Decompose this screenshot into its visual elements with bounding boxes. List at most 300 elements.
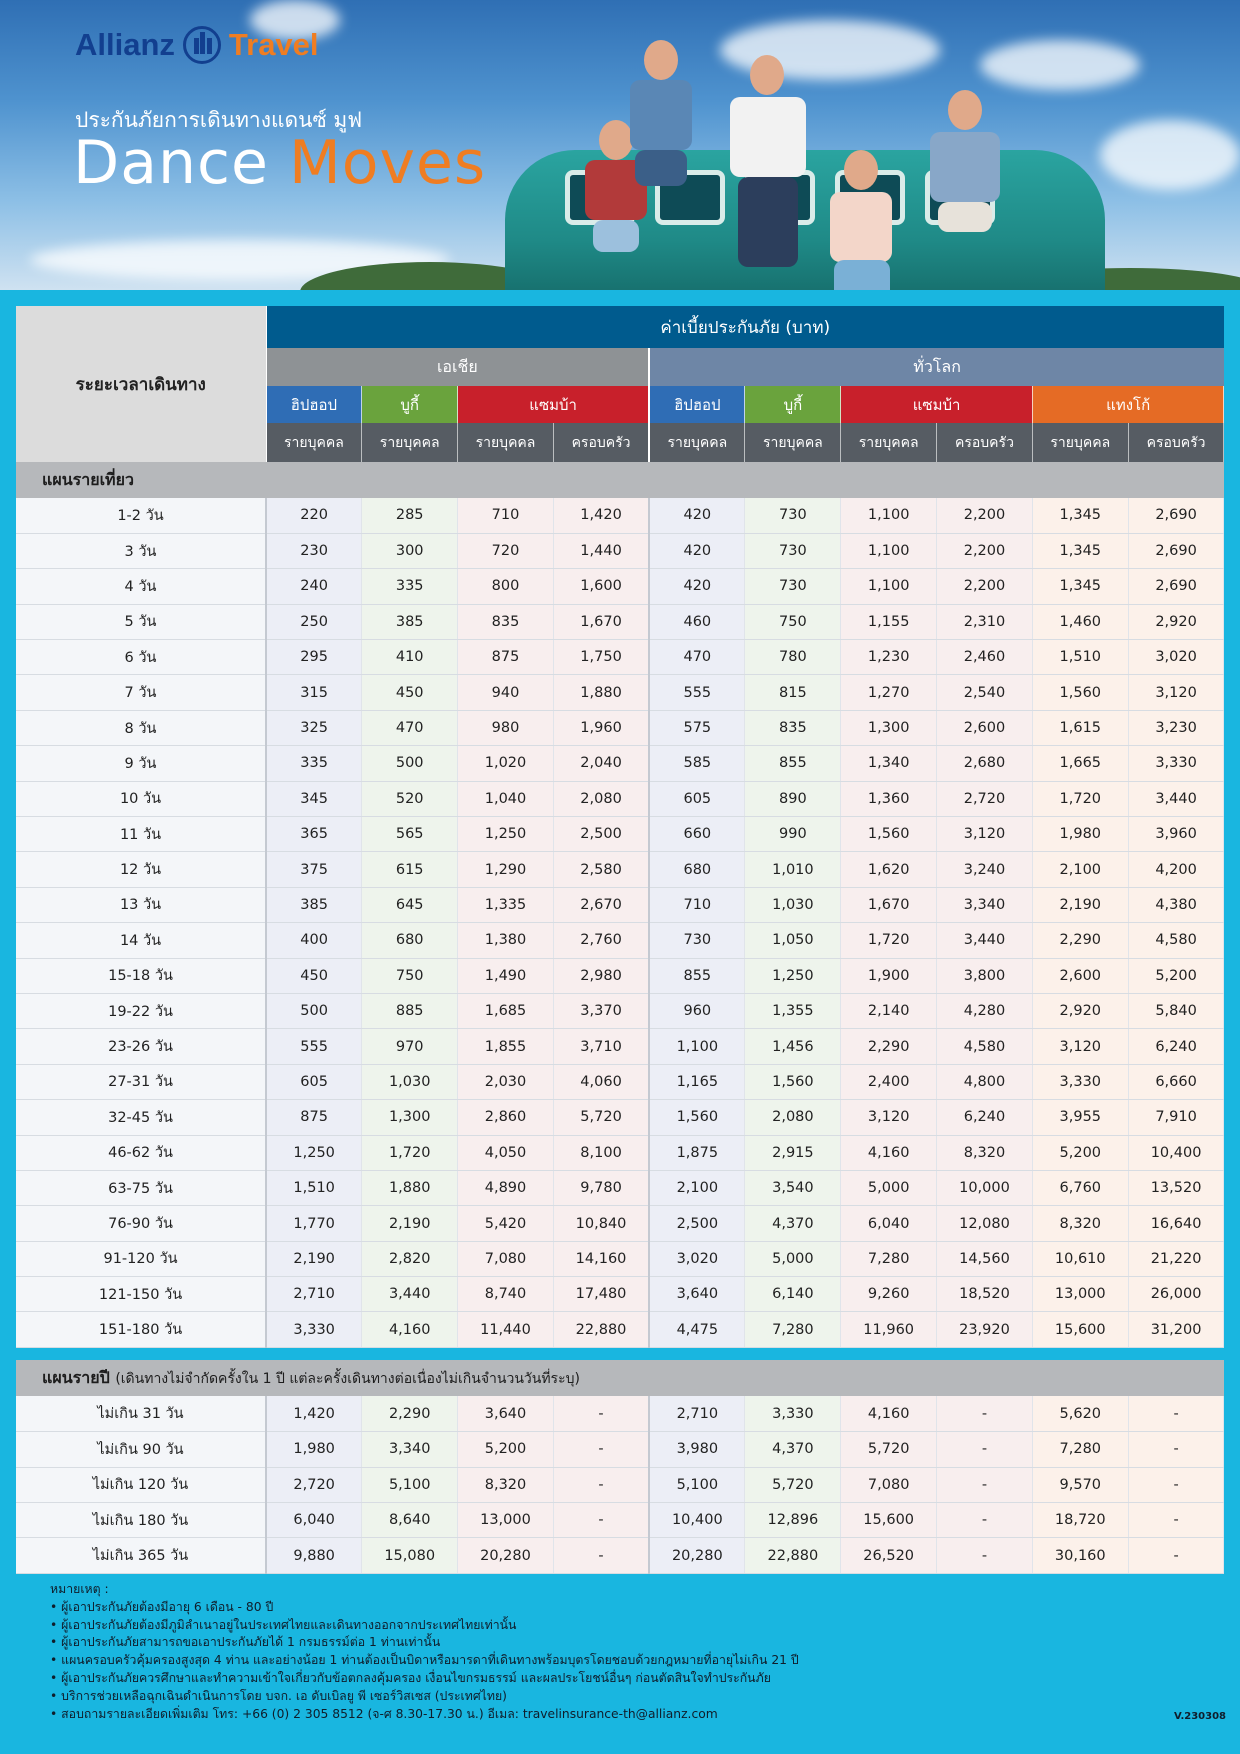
duration-cell: 13 วัน — [16, 887, 266, 922]
duration-cell: 27-31 วัน — [16, 1064, 266, 1099]
trip-duration-header: ระยะเวลาเดินทาง — [16, 306, 266, 462]
premium-cell: 5,200 — [1128, 958, 1224, 993]
premium-cell: 575 — [649, 710, 745, 745]
premium-cell: 835 — [745, 710, 841, 745]
premium-cell: 8,320 — [937, 1135, 1033, 1170]
section-spacer — [16, 1347, 1224, 1360]
brand-name-travel: Travel — [228, 27, 319, 62]
premium-cell: 1,300 — [841, 710, 937, 745]
premium-cell: 16,640 — [1128, 1206, 1224, 1241]
premium-cell: 13,000 — [1032, 1277, 1128, 1312]
premium-cell: 6,240 — [937, 1100, 1033, 1135]
trip-row — [16, 781, 1224, 816]
coverage-type: รายบุคคล — [841, 423, 937, 462]
duration-cell: 12 วัน — [16, 852, 266, 887]
premium-cell: 835 — [458, 604, 554, 639]
premium-cell: 22,880 — [553, 1312, 649, 1347]
premium-cell: 300 — [362, 533, 458, 568]
premium-cell: 815 — [745, 675, 841, 710]
premium-cell: 5,720 — [745, 1467, 841, 1502]
premium-cell: 230 — [266, 533, 362, 568]
premium-cell: 730 — [745, 498, 841, 533]
premium-cell: 1,335 — [458, 887, 554, 922]
region-world-header: ทั่วโลก — [649, 348, 1224, 386]
duration-cell: ไม่เกิน 120 วัน — [16, 1467, 266, 1502]
coverage-type: รายบุคคล — [1032, 423, 1128, 462]
premium-cell: 970 — [362, 1029, 458, 1064]
premium-cell: 960 — [649, 993, 745, 1028]
premium-cell: 2,680 — [937, 746, 1033, 781]
duration-cell: 6 วัน — [16, 640, 266, 675]
premium-cell: 5,200 — [1032, 1135, 1128, 1170]
premium-cell: 8,320 — [458, 1467, 554, 1502]
premium-cell: 2,920 — [1032, 993, 1128, 1028]
premium-cell: 1,340 — [841, 746, 937, 781]
premium-cell: 14,160 — [553, 1241, 649, 1276]
duration-cell: 15-18 วัน — [16, 958, 266, 993]
premium-cell: 1,770 — [266, 1206, 362, 1241]
premium-cell: 9,570 — [1032, 1467, 1128, 1502]
premium-cell: - — [553, 1467, 649, 1502]
premium-cell: 3,960 — [1128, 817, 1224, 852]
premium-cell: 7,280 — [1032, 1432, 1128, 1467]
premium-header: ค่าเบี้ยประกันภัย (บาท) — [266, 306, 1224, 348]
premium-cell: 2,690 — [1128, 569, 1224, 604]
trip-row — [16, 746, 1224, 781]
premium-cell: 420 — [649, 498, 745, 533]
cloud — [980, 40, 1140, 90]
premium-cell: 13,520 — [1128, 1170, 1224, 1205]
premium-cell: - — [553, 1396, 649, 1431]
premium-cell: 3,120 — [1032, 1029, 1128, 1064]
premium-cell: 6,760 — [1032, 1170, 1128, 1205]
premium-cell: 15,600 — [1032, 1312, 1128, 1347]
premium-cell: 1,290 — [458, 852, 554, 887]
premium-cell: 1,010 — [745, 852, 841, 887]
premium-cell: 3,440 — [1128, 781, 1224, 816]
premium-cell: 15,080 — [362, 1538, 458, 1573]
premium-cell: 5,100 — [362, 1467, 458, 1502]
product-thai-title: ประกันภัยการเดินทางแดนซ์ มูฟ — [75, 108, 363, 132]
premium-cell: 4,160 — [841, 1135, 937, 1170]
duration-cell: 76-90 วัน — [16, 1206, 266, 1241]
premium-cell: - — [1128, 1396, 1224, 1431]
premium-cell: 7,910 — [1128, 1100, 1224, 1135]
premium-cell: 2,080 — [745, 1100, 841, 1135]
premium-cell: 2,710 — [266, 1277, 362, 1312]
premium-table-container — [16, 306, 1224, 1574]
notes-title: หมายเหตุ : — [50, 1582, 109, 1596]
premium-cell: 4,200 — [1128, 852, 1224, 887]
annual-section-header-cell — [16, 1360, 1224, 1396]
premium-cell: 2,190 — [266, 1241, 362, 1276]
premium-cell: 12,080 — [937, 1206, 1033, 1241]
premium-cell: 18,520 — [937, 1277, 1033, 1312]
premium-cell: 7,080 — [841, 1467, 937, 1502]
premium-cell: 420 — [649, 533, 745, 568]
premium-cell: 2,190 — [1032, 887, 1128, 922]
premium-cell: 875 — [458, 640, 554, 675]
premium-cell: 2,920 — [1128, 604, 1224, 639]
premium-cell: 23,920 — [937, 1312, 1033, 1347]
premium-cell: 1,620 — [841, 852, 937, 887]
coverage-type: รายบุคคล — [458, 423, 554, 462]
premium-cell: 2,500 — [649, 1206, 745, 1241]
premium-cell: 6,240 — [1128, 1029, 1224, 1064]
premium-cell: 420 — [649, 569, 745, 604]
premium-cell: 3,240 — [937, 852, 1033, 887]
premium-cell: 1,560 — [649, 1100, 745, 1135]
premium-cell: 4,280 — [937, 993, 1033, 1028]
premium-cell: 2,500 — [553, 817, 649, 852]
premium-cell: - — [937, 1432, 1033, 1467]
trip-row — [16, 1170, 1224, 1205]
premium-cell: 730 — [649, 923, 745, 958]
premium-cell: 315 — [266, 675, 362, 710]
duration-cell: 121-150 วัน — [16, 1277, 266, 1312]
trip-row — [16, 569, 1224, 604]
premium-cell: - — [553, 1503, 649, 1538]
premium-cell: - — [937, 1538, 1033, 1573]
premium-cell: 800 — [458, 569, 554, 604]
premium-cell: 1,040 — [458, 781, 554, 816]
premium-cell: 5,100 — [649, 1467, 745, 1502]
premium-cell: 9,880 — [266, 1538, 362, 1573]
section-gap — [16, 1347, 1224, 1360]
premium-cell: 3,230 — [1128, 710, 1224, 745]
premium-cell: 1,270 — [841, 675, 937, 710]
premium-cell: 1,380 — [458, 923, 554, 958]
premium-cell: 875 — [266, 1100, 362, 1135]
premium-cell: 2,540 — [937, 675, 1033, 710]
premium-cell: 1,030 — [745, 887, 841, 922]
premium-cell: 5,000 — [841, 1170, 937, 1205]
premium-cell: 6,140 — [745, 1277, 841, 1312]
coverage-type: ครอบครัว — [553, 423, 649, 462]
premium-cell: 1,615 — [1032, 710, 1128, 745]
note-item: • แผนครอบครัวคุ้มครองสูงสุด 4 ท่าน และอย่างน้อย 1 ท่านต้องเป็นบิดาหรือมารดาที่เดินทางพร้อมบุตรโดยชอบด้วยกฎหมายที่อายุไม่เกิน 21 ปี — [50, 1652, 799, 1670]
trip-row — [16, 1277, 1224, 1312]
trip-plan-body — [16, 462, 1224, 1347]
premium-cell: 21,220 — [1128, 1241, 1224, 1276]
coverage-type: รายบุคคล — [649, 423, 745, 462]
premium-cell: 4,475 — [649, 1312, 745, 1347]
premium-cell: 5,720 — [841, 1432, 937, 1467]
premium-cell: 750 — [745, 604, 841, 639]
premium-cell: 1,875 — [649, 1135, 745, 1170]
premium-cell: 3,440 — [937, 923, 1033, 958]
premium-cell: 615 — [362, 852, 458, 887]
premium-cell: 30,160 — [1032, 1538, 1128, 1573]
premium-cell: 2,690 — [1128, 498, 1224, 533]
premium-cell: 1,345 — [1032, 498, 1128, 533]
trip-row — [16, 993, 1224, 1028]
plan-world-tango: แทงโก้ — [1032, 386, 1224, 423]
premium-cell: 710 — [649, 887, 745, 922]
premium-cell: 3,800 — [937, 958, 1033, 993]
premium-cell: - — [1128, 1538, 1224, 1573]
duration-cell: 4 วัน — [16, 569, 266, 604]
premium-cell: 4,380 — [1128, 887, 1224, 922]
premium-cell: 385 — [362, 604, 458, 639]
premium-cell: 1,855 — [458, 1029, 554, 1064]
premium-cell: 1,980 — [266, 1432, 362, 1467]
coverage-type: ครอบครัว — [937, 423, 1033, 462]
premium-cell: 2,190 — [362, 1206, 458, 1241]
premium-cell: 6,660 — [1128, 1064, 1224, 1099]
brand-name-allianz: Allianz — [75, 27, 175, 62]
premium-cell: 220 — [266, 498, 362, 533]
note-item: • ผู้เอาประกันภัยต้องมีภูมิลำเนาอยู่ในประเทศไทยและเดินทางออกจากประเทศไทยเท่านั้น — [50, 1617, 799, 1635]
premium-cell: 450 — [266, 958, 362, 993]
premium-cell: 345 — [266, 781, 362, 816]
premium-cell: 645 — [362, 887, 458, 922]
duration-cell: 9 วัน — [16, 746, 266, 781]
trip-row — [16, 1100, 1224, 1135]
trip-row — [16, 710, 1224, 745]
premium-cell: 4,160 — [841, 1396, 937, 1431]
premium-cell: 2,600 — [1032, 958, 1128, 993]
premium-cell: 1,980 — [1032, 817, 1128, 852]
premium-cell: 5,840 — [1128, 993, 1224, 1028]
premium-cell: 335 — [266, 746, 362, 781]
duration-cell: 11 วัน — [16, 817, 266, 852]
premium-cell: 1,665 — [1032, 746, 1128, 781]
premium-cell: 1,165 — [649, 1064, 745, 1099]
trip-row — [16, 675, 1224, 710]
premium-cell: 1,300 — [362, 1100, 458, 1135]
premium-cell: 5,720 — [553, 1100, 649, 1135]
plan-world-boogie: บูกี้ — [745, 386, 841, 423]
premium-cell: 3,120 — [937, 817, 1033, 852]
premium-cell: 585 — [649, 746, 745, 781]
premium-cell: 2,030 — [458, 1064, 554, 1099]
duration-cell: 151-180 วัน — [16, 1312, 266, 1347]
annual-plan-body — [16, 1360, 1224, 1573]
premium-cell: 1,020 — [458, 746, 554, 781]
duration-cell: 7 วัน — [16, 675, 266, 710]
duration-cell: ไม่เกิน 365 วัน — [16, 1538, 266, 1573]
premium-cell: 365 — [266, 817, 362, 852]
premium-cell: 555 — [266, 1029, 362, 1064]
premium-cell: 20,280 — [458, 1538, 554, 1573]
trip-row — [16, 958, 1224, 993]
trip-row — [16, 1064, 1224, 1099]
annual-row — [16, 1396, 1224, 1431]
premium-cell: 26,000 — [1128, 1277, 1224, 1312]
premium-cell: 2,290 — [841, 1029, 937, 1064]
premium-cell: 2,200 — [937, 533, 1033, 568]
note-item: • สอบถามรายละเอียดเพิ่มเติม โทร: +66 (0) 2 305 8512 (จ-ศ 8.30-17.30 น.) อีเมล: travelinsurance-th@allianz.com — [50, 1706, 799, 1724]
trip-row — [16, 887, 1224, 922]
premium-cell: 7,280 — [745, 1312, 841, 1347]
premium-cell: 1,750 — [553, 640, 649, 675]
premium-cell: - — [1128, 1467, 1224, 1502]
premium-cell: 3,340 — [362, 1432, 458, 1467]
premium-cell: 1,440 — [553, 533, 649, 568]
premium-cell: - — [937, 1503, 1033, 1538]
premium-cell: 1,345 — [1032, 533, 1128, 568]
premium-cell: 1,510 — [1032, 640, 1128, 675]
premium-cell: 1,100 — [841, 533, 937, 568]
plan-asia-hiphop: ฮิปฮอป — [266, 386, 362, 423]
duration-cell: 5 วัน — [16, 604, 266, 639]
premium-cell: 3,640 — [458, 1396, 554, 1431]
coverage-type: รายบุคคล — [362, 423, 458, 462]
duration-cell: 14 วัน — [16, 923, 266, 958]
plan-asia-samba: แซมบ้า — [458, 386, 650, 423]
premium-cell: 980 — [458, 710, 554, 745]
premium-cell: 325 — [266, 710, 362, 745]
premium-cell: 750 — [362, 958, 458, 993]
premium-cell: 6,040 — [266, 1503, 362, 1538]
hero-banner — [0, 0, 1240, 290]
premium-cell: 1,250 — [266, 1135, 362, 1170]
premium-cell: 3,440 — [362, 1277, 458, 1312]
annual-section-title: แผนรายปี — [42, 1367, 110, 1387]
duration-cell: ไม่เกิน 31 วัน — [16, 1396, 266, 1431]
premium-cell: 7,080 — [458, 1241, 554, 1276]
premium-cell: 2,690 — [1128, 533, 1224, 568]
premium-cell: 1,510 — [266, 1170, 362, 1205]
premium-cell: 20,280 — [649, 1538, 745, 1573]
premium-cell: 2,310 — [937, 604, 1033, 639]
premium-cell: 5,420 — [458, 1206, 554, 1241]
premium-cell: 8,740 — [458, 1277, 554, 1312]
premium-cell: 2,760 — [553, 923, 649, 958]
premium-cell: 720 — [458, 533, 554, 568]
product-title — [73, 128, 486, 198]
premium-cell: - — [937, 1396, 1033, 1431]
annual-row — [16, 1538, 1224, 1573]
premium-cell: - — [1128, 1432, 1224, 1467]
premium-cell: 2,140 — [841, 993, 937, 1028]
premium-cell: 5,620 — [1032, 1396, 1128, 1431]
product-title-word1: Dance — [73, 128, 269, 198]
coverage-type: รายบุคคล — [266, 423, 362, 462]
premium-cell: 2,915 — [745, 1135, 841, 1170]
premium-cell: 335 — [362, 569, 458, 604]
premium-cell: 2,080 — [553, 781, 649, 816]
trip-row — [16, 1135, 1224, 1170]
premium-cell: 3,540 — [745, 1170, 841, 1205]
premium-cell: 4,370 — [745, 1432, 841, 1467]
premium-cell: 3,340 — [937, 887, 1033, 922]
premium-cell: 400 — [266, 923, 362, 958]
coverage-type: ครอบครัว — [1128, 423, 1224, 462]
trip-row — [16, 640, 1224, 675]
trip-row — [16, 604, 1224, 639]
duration-cell: 10 วัน — [16, 781, 266, 816]
premium-cell: 410 — [362, 640, 458, 675]
premium-cell: 2,710 — [649, 1396, 745, 1431]
premium-cell: 10,610 — [1032, 1241, 1128, 1276]
premium-cell: 1,100 — [649, 1029, 745, 1064]
trip-row — [16, 817, 1224, 852]
premium-cell: 5,000 — [745, 1241, 841, 1276]
premium-cell: 450 — [362, 675, 458, 710]
premium-cell: 240 — [266, 569, 362, 604]
trip-row — [16, 1312, 1224, 1347]
premium-cell: 1,490 — [458, 958, 554, 993]
duration-cell: 63-75 วัน — [16, 1170, 266, 1205]
premium-cell: 9,780 — [553, 1170, 649, 1205]
premium-cell: 11,960 — [841, 1312, 937, 1347]
premium-cell: 2,460 — [937, 640, 1033, 675]
premium-cell: - — [553, 1538, 649, 1573]
premium-cell: 1,355 — [745, 993, 841, 1028]
premium-cell: 500 — [362, 746, 458, 781]
premium-cell: 855 — [649, 958, 745, 993]
premium-cell: 500 — [266, 993, 362, 1028]
premium-cell: 2,980 — [553, 958, 649, 993]
trip-row — [16, 1241, 1224, 1276]
premium-cell: 3,120 — [1128, 675, 1224, 710]
premium-cell: 8,640 — [362, 1503, 458, 1538]
notes-section — [50, 1581, 799, 1723]
premium-cell: - — [1128, 1503, 1224, 1538]
note-item: • ผู้เอาประกันภัยต้องมีอายุ 6 เดือน - 80 ปี — [50, 1599, 799, 1617]
duration-cell: 91-120 วัน — [16, 1241, 266, 1276]
premium-cell: 1,670 — [553, 604, 649, 639]
duration-cell: 1-2 วัน — [16, 498, 266, 533]
premium-cell: 3,640 — [649, 1277, 745, 1312]
premium-cell: 460 — [649, 604, 745, 639]
premium-cell: 1,600 — [553, 569, 649, 604]
premium-cell: 855 — [745, 746, 841, 781]
premium-cell: 1,670 — [841, 887, 937, 922]
premium-cell: 2,670 — [553, 887, 649, 922]
premium-cell: 17,480 — [553, 1277, 649, 1312]
premium-cell: 3,370 — [553, 993, 649, 1028]
premium-cell: 2,820 — [362, 1241, 458, 1276]
plan-world-samba: แซมบ้า — [841, 386, 1033, 423]
premium-cell: 730 — [745, 569, 841, 604]
duration-cell: ไม่เกิน 90 วัน — [16, 1432, 266, 1467]
trip-section-title: แผนรายเที่ยว — [16, 462, 1224, 498]
premium-cell: 10,400 — [649, 1503, 745, 1538]
premium-cell: 3,330 — [266, 1312, 362, 1347]
premium-cell: 2,860 — [458, 1100, 554, 1135]
premium-cell: 4,580 — [1128, 923, 1224, 958]
premium-cell: 780 — [745, 640, 841, 675]
premium-table — [16, 306, 1224, 1574]
premium-cell: - — [553, 1432, 649, 1467]
product-title-word2: Moves — [288, 128, 487, 198]
premium-cell: 1,155 — [841, 604, 937, 639]
premium-cell: 8,100 — [553, 1135, 649, 1170]
duration-cell: 23-26 วัน — [16, 1029, 266, 1064]
premium-cell: 1,456 — [745, 1029, 841, 1064]
premium-cell: 1,685 — [458, 993, 554, 1028]
duration-cell: 19-22 วัน — [16, 993, 266, 1028]
premium-cell: 1,230 — [841, 640, 937, 675]
duration-cell: 3 วัน — [16, 533, 266, 568]
premium-cell: 2,720 — [266, 1467, 362, 1502]
premium-cell: 940 — [458, 675, 554, 710]
premium-cell: 6,040 — [841, 1206, 937, 1241]
premium-cell: 3,955 — [1032, 1100, 1128, 1135]
premium-cell: 26,520 — [841, 1538, 937, 1573]
annual-row — [16, 1503, 1224, 1538]
duration-cell: 8 วัน — [16, 710, 266, 745]
premium-cell: 4,580 — [937, 1029, 1033, 1064]
premium-cell: 1,560 — [745, 1064, 841, 1099]
premium-cell: 12,896 — [745, 1503, 841, 1538]
premium-cell: 8,320 — [1032, 1206, 1128, 1241]
premium-cell: 1,960 — [553, 710, 649, 745]
trip-row — [16, 533, 1224, 568]
